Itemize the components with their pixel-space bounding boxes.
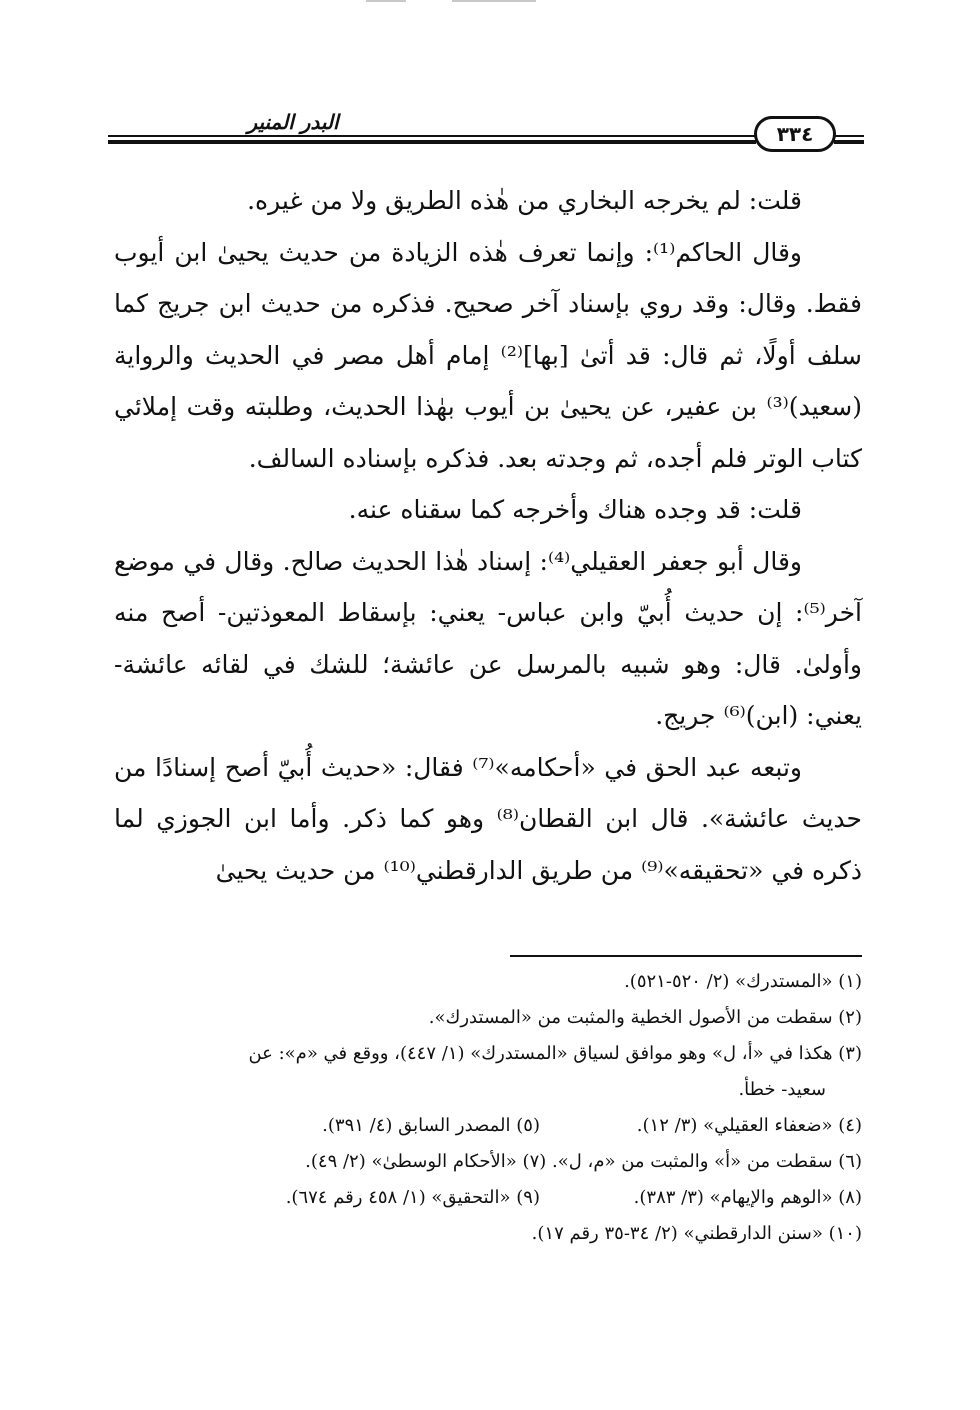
footnote-separator xyxy=(510,955,862,957)
scan-mark-left xyxy=(366,0,406,2)
page-header xyxy=(108,110,864,156)
paragraph-4: وقال أبو جعفر العقيلي⁽⁴⁾: إسناد هٰذا الحديث صالح. وقال في موضع آخر⁽⁵⁾: إن حديث أُبيّ وابن عباس- يعني: بإسقاط المعوذتين- أصح منه وأولىٰ. قال: وهو شبيه بالمرسل عن عائشة؛ للشك في لقائه عائشة- يعني: (ابن)⁽⁶⁾ جريج. xyxy=(114,546,862,730)
footnote-2: (٢) سقطت من الأصول الخطية والمثبت من «المستدرك». xyxy=(428,1007,862,1028)
paragraph-1: قلت: لم يخرجه البخاري من هٰذه الطريق ولا من غيره. xyxy=(247,186,802,215)
footnote-8: (٨) «الوهم والإيهام» (٣/ ٣٨٣). xyxy=(633,1187,862,1208)
page-number-badge: ٣٣٤ xyxy=(754,116,836,152)
paragraph-5: وتبعه عبد الحق في «أحكامه»⁽⁷⁾ فقال: «حديث أُبيّ أصح إسنادًا من حديث عائشة». قال ابن القطان⁽⁸⁾ وهو كما ذكر. وأما ابن الجوزي لما ذكره في «تحقيقه»⁽⁹⁾ من طريق الدارقطني⁽¹⁰⁾ من حديث يحيىٰ xyxy=(114,752,863,885)
footnote-row-8-9 xyxy=(114,1180,862,1216)
paragraph-3: قلت: قد وجده هناك وأخرجه كما سقناه عنه. xyxy=(348,495,802,524)
footnote-row-4-5 xyxy=(114,1108,862,1144)
paragraph-2: وقال الحاكم⁽¹⁾: وإنما تعرف هٰذه الزيادة من حديث يحيىٰ ابن أيوب فقط. وقال: وقد روي بإسناد آخر صحيح. فذكره من حديث ابن جريج كما سلف أولًا، ثم قال: قد أتىٰ [بها]⁽²⁾ إمام أهل مصر في الحديث والرواية (سعيد)⁽³⁾ بن عفير، عن يحيىٰ بن أيوب بهٰذا الحديث، وطلبته وقت إملائي كتاب الوتر فلم أجده، ثم وجدته بعد. فذكره بإسناده السالف. xyxy=(114,237,862,473)
footnote-3-continued: سعيد- خطأ. xyxy=(738,1079,826,1100)
footnote-5: (٥) المصدر السابق (٤/ ٣٩١). xyxy=(322,1115,540,1136)
footnote-10: (١٠) «سنن الدارقطني» (٢/ ٣٤-٣٥ رقم ١٧). xyxy=(531,1223,862,1244)
header-tail-thin xyxy=(834,135,864,137)
header-tail-thick xyxy=(834,140,864,144)
footnote-1: (١) «المستدرك» (٢/ ٥٢٠-٥٢١). xyxy=(624,971,862,992)
footnotes xyxy=(114,964,862,1252)
book-title: البدر المنير xyxy=(247,110,339,134)
main-text xyxy=(114,175,862,896)
scan-mark-right xyxy=(452,0,536,2)
footnote-4: (٤) «ضعفاء العقيلي» (٣/ ١٢). xyxy=(636,1115,862,1136)
footnote-6-7: (٦) سقطت من «أ» والمثبت من «م، ل». (٧) «الأحكام الوسطىٰ» (٢/ ٤٩). xyxy=(305,1151,862,1172)
header-rule-thick xyxy=(108,140,756,144)
footnote-3: (٣) هكذا في «أ، ل» وهو موافق لسياق «المستدرك» (١/ ٤٤٧)، ووقع في «م»: عن xyxy=(248,1043,862,1064)
header-rule-thin xyxy=(108,135,756,137)
footnote-9: (٩) «التحقيق» (١/ ٤٥٨ رقم ٦٧٤). xyxy=(285,1187,540,1208)
